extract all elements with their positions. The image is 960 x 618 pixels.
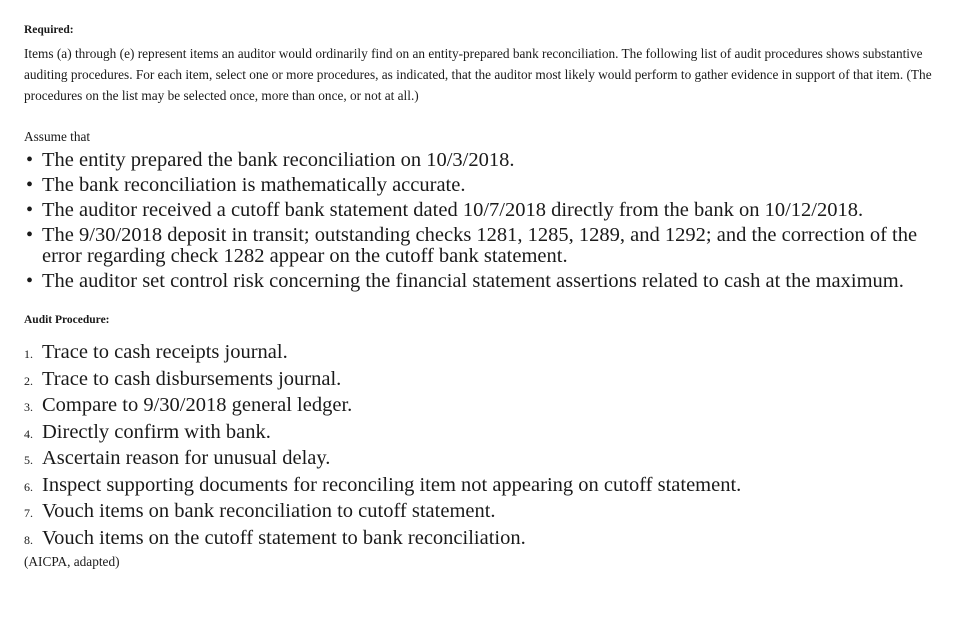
assumption-text: The auditor set control risk concerning the financial statement assertions related to cash at the maximum. xyxy=(42,270,904,292)
procedure-number: 4. xyxy=(24,426,33,441)
assumptions-list xyxy=(24,150,939,292)
procedure-number: 7. xyxy=(24,506,33,520)
source-citation: (AICPA, adapted) xyxy=(24,554,120,569)
procedure-item xyxy=(24,420,960,447)
procedures-list xyxy=(24,340,960,552)
procedure-number: 8. xyxy=(24,532,33,547)
procedure-number: 2. xyxy=(24,373,33,388)
bullet-icon: • xyxy=(26,174,34,196)
intro-paragraph: Items (a) through (e) represent items an auditor would ordinarily find on an entity-prepared bank reconciliation. The following list of audit procedures shows substantive auditing procedures. For each item, select one or more procedures, as indicated, that the auditor most likely would perform to gather evidence in support of that item. (The procedures on the list may be selected once, more than once, or not at all.) xyxy=(24,46,932,103)
required-label: Required: xyxy=(24,24,74,36)
assumption-text: The 9/30/2018 deposit in transit; outstanding checks 1281, 1285, 1289, and 1292; and the correction of the error regarding check 1282 appear on the cutoff bank statement. xyxy=(42,224,918,267)
procedure-number: 6. xyxy=(24,479,33,494)
procedure-number: 5. xyxy=(24,453,33,467)
assumption-item xyxy=(24,175,939,196)
bullet-icon: • xyxy=(26,224,34,246)
assumption-text: The bank reconciliation is mathematically accurate. xyxy=(42,174,466,196)
procedure-item xyxy=(24,499,960,526)
procedure-item xyxy=(24,526,960,553)
bullet-icon: • xyxy=(26,270,34,292)
procedure-item xyxy=(24,446,960,473)
procedure-number: 1. xyxy=(24,347,33,361)
procedure-text: Directly confirm with bank. xyxy=(42,420,271,443)
assumption-item xyxy=(24,225,939,267)
assume-label: Assume that xyxy=(24,129,91,144)
bullet-icon: • xyxy=(26,199,34,221)
procedure-item xyxy=(24,473,960,500)
procedure-item xyxy=(24,340,960,367)
procedure-text: Trace to cash disbursements journal. xyxy=(42,367,342,390)
bullet-icon: • xyxy=(26,149,34,171)
assumption-text: The entity prepared the bank reconciliation on 10/3/2018. xyxy=(42,149,515,171)
assumption-item xyxy=(24,200,939,221)
audit-procedure-label: Audit Procedure: xyxy=(24,314,110,326)
assumption-item xyxy=(24,271,939,292)
assumption-item xyxy=(24,150,939,171)
procedure-item xyxy=(24,393,960,420)
procedure-number: 3. xyxy=(24,400,33,414)
assumption-text: The auditor received a cutoff bank statement dated 10/7/2018 directly from the bank on 10/12/2018. xyxy=(42,199,864,221)
procedure-text: Trace to cash receipts journal. xyxy=(42,341,288,363)
procedure-text: Vouch items on bank reconciliation to cutoff statement. xyxy=(42,500,496,522)
procedure-text: Inspect supporting documents for reconciling item not appearing on cutoff statement. xyxy=(42,473,742,496)
procedure-item xyxy=(24,367,960,394)
procedure-text: Vouch items on the cutoff statement to bank reconciliation. xyxy=(42,526,526,549)
procedure-text: Compare to 9/30/2018 general ledger. xyxy=(42,394,353,416)
procedure-text: Ascertain reason for unusual delay. xyxy=(42,447,331,469)
